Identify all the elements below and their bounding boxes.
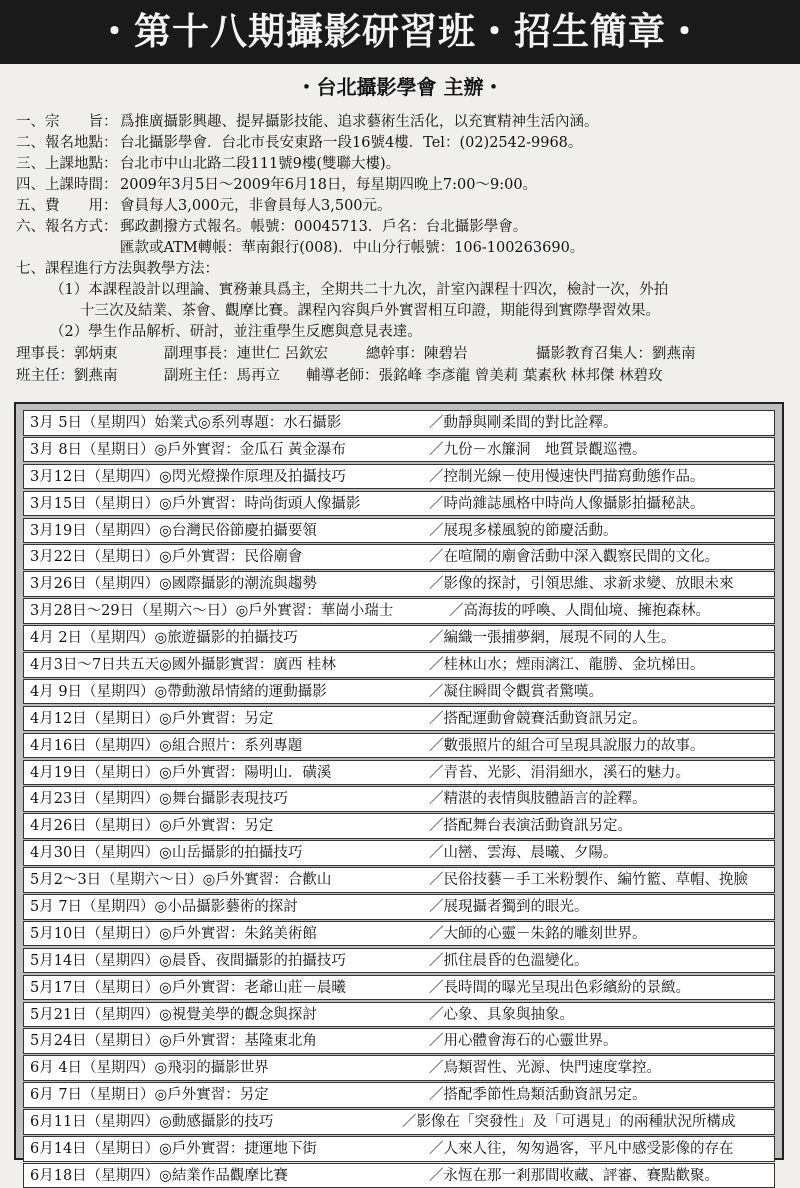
schedule-description: ／山巒、雲海、晨曦、夕陽。: [429, 845, 618, 862]
info-class-time: [16, 175, 796, 196]
info-registration-place: [16, 133, 796, 154]
schedule-row: [23, 1109, 775, 1135]
schedule-row: [23, 760, 775, 786]
staff-class-director: 班主任：劉燕南: [16, 368, 118, 384]
schedule-description: ／心象、具象與抽象。: [429, 1006, 574, 1023]
schedule-session: 6月 4日（星期四）◎飛羽的攝影世界: [30, 1060, 269, 1077]
schedule-session: 4月12日（星期日）◎戶外實習：另定: [30, 710, 274, 727]
schedule-row: [23, 733, 775, 759]
schedule-row: [23, 625, 775, 651]
staff-tutors: 輔導老師：張銘峰 李彥龍 曾美莉 葉素秋 林邦傑 林碧玫: [306, 368, 663, 384]
schedule-description: ／影像的探討，引領思維、求新求變、放眼未來: [429, 576, 734, 593]
info-fee: [16, 196, 796, 217]
schedule-session: 5月17日（星期日）◎戶外實習：老爺山莊－晨曦: [30, 979, 346, 996]
schedule-description: ／高海拔的呼喚、人間仙境、擁抱森林。: [449, 603, 710, 620]
schedule-description: ／九份－水簾洞 地質景觀巡禮。: [429, 441, 647, 458]
organizer-subtitle: ・台北攝影學會 主辦・: [296, 75, 504, 99]
schedule-description: ／數張照片的組合可呈現具說服力的故事。: [429, 737, 705, 754]
staff-vice-chairman: 副理事長：連世仁 呂欽宏: [164, 346, 329, 362]
schedule-row: [23, 921, 775, 947]
schedule-row: [23, 410, 775, 436]
schedule-session: 4月19日（星期日）◎戶外實習：陽明山．磺溪: [30, 764, 332, 781]
schedule-description: ／大師的心靈－朱銘的雕刻世界。: [429, 925, 647, 942]
schedule-session: 4月3日～7日共五天◎國外攝影實習：廣西 桂林: [30, 657, 336, 674]
schedule-description: ／長時間的曝光呈現出色彩繽紛的景緻。: [429, 979, 690, 996]
method-item-1-cont: 十三次及結業、茶會、觀摩比賽。課程內容與戶外實習相互印證，期能得到實際學習效果。: [80, 303, 660, 319]
schedule-row: [23, 1136, 775, 1162]
info-label: 三、上課地點：: [16, 156, 118, 172]
staff-row-2: [16, 365, 796, 387]
schedule-session: 4月23日（星期四）◎舞台攝影表現技巧: [30, 791, 288, 808]
schedule-session: 4月30日（星期四）◎山岳攝影的拍攝技巧: [30, 845, 303, 862]
info-registration-method: [16, 217, 796, 238]
schedule-row: [23, 948, 775, 974]
info-text: 2009年3月5日～2009年6月18日，每星期四晚上7:00～9:00。: [120, 177, 538, 193]
schedule-description: ／動靜與剛柔間的對比詮釋。: [429, 415, 618, 431]
schedule-row: [23, 706, 775, 732]
schedule-session: 4月 2日（星期四）◎旅遊攝影的拍攝技巧: [30, 630, 298, 647]
schedule-session: 5月21日（星期四）◎視覺美學的觀念與探討: [30, 1006, 317, 1023]
schedule-row: [23, 598, 775, 624]
info-label: 五、費 用：: [16, 198, 118, 214]
info-text: 爲推廣攝影興趣、提昇攝影技能、追求藝術生活化，以充實精神生活內涵。: [120, 114, 599, 130]
info-label: 二、報名地點：: [16, 135, 118, 151]
method-item-2: （2）學生作品解析、研討，並注重學生反應與意見表達。: [50, 324, 422, 340]
schedule-description: ／展現多樣風貌的節慶活動。: [429, 522, 618, 539]
schedule-session: 6月11日（星期四）◎動感攝影的技巧: [30, 1114, 274, 1131]
schedule-description: ／鳥類習性、光源、快門速度掌控。: [429, 1060, 661, 1077]
schedule-session: 3月 5日（星期四）始業式◎系列專題：水石攝影: [30, 415, 342, 431]
schedule-row: [23, 1028, 775, 1054]
info-class-location: [16, 154, 796, 175]
schedule-description: ／永恆在那一剎那間收藏、評審、賽點歡聚。: [429, 1167, 719, 1184]
method-heading: 七、課程進行方法與教學方法：: [16, 261, 219, 277]
staff-secretary: 總幹事：陳碧岩: [366, 346, 468, 362]
schedule-description: ／桂林山水；煙雨漓江、龍勝、金坑梯田。: [429, 657, 705, 674]
staff-vice-director: 副班主任：馬再立: [164, 368, 280, 384]
staff-row-1: [16, 343, 796, 365]
schedule-session: 5月 7日（星期四）◎小品攝影藝術的探討: [30, 899, 298, 916]
schedule-description: ／精湛的表情與肢體語言的詮釋。: [429, 791, 647, 808]
schedule-description: ／民俗技藝－手工米粉製作、編竹籃、草帽、挽臉: [429, 872, 748, 889]
schedule-session: 4月16日（星期四）◎組合照片：系列專題: [30, 737, 303, 754]
info-purpose: [16, 112, 796, 133]
schedule-session: 3月 8日（星期日）◎戶外實習：金瓜石 黃金瀑布: [30, 441, 346, 458]
schedule-table: [14, 402, 784, 1184]
schedule-row: [23, 518, 775, 544]
schedule-session: 3月12日（星期四）◎閃光燈操作原理及拍攝技巧: [30, 468, 346, 485]
schedule-row: [23, 464, 775, 490]
info-bank-transfer: 匯款或ATM轉帳：華南銀行(008)．中山分行帳號：106-100263690。: [120, 240, 585, 256]
schedule-row: [23, 652, 775, 678]
info-label: 四、上課時間：: [16, 177, 118, 193]
schedule-row: [23, 867, 775, 893]
info-section: [16, 112, 796, 387]
staff-education-convener: 攝影教育召集人：劉燕南: [536, 346, 696, 362]
schedule-row: [23, 491, 775, 517]
schedule-row: [23, 840, 775, 866]
info-text: 台北市中山北路二段111號9樓(雙聯大樓)。: [120, 156, 401, 172]
schedule-row: [23, 571, 775, 597]
schedule-session: 3月22日（星期日）◎戶外實習：民俗廟會: [30, 549, 303, 566]
schedule-session: 3月15日（星期日）◎戶外實習：時尚街頭人像攝影: [30, 495, 361, 512]
schedule-description: ／展現攝者獨到的眼光。: [429, 899, 589, 916]
page-title: ・第十八期攝影研習班・招生簡章・: [0, 0, 800, 64]
schedule-session: 4月26日（星期日）◎戶外實習：另定: [30, 818, 274, 835]
schedule-row: [23, 975, 775, 1001]
info-label: 一、宗 旨：: [16, 114, 118, 130]
schedule-description: ／影像在「突發性」及「可遇見」的兩種狀況所構成: [402, 1114, 736, 1131]
schedule-row: [23, 1082, 775, 1108]
schedule-row: [23, 437, 775, 463]
info-text: 郵政劃撥方式報名。帳號：00045713．戶名：台北攝影學會。: [120, 219, 528, 235]
schedule-session: 5月2～3日（星期六～日）◎戶外實習：合歡山: [30, 872, 332, 889]
info-label: 六、報名方式：: [16, 219, 118, 235]
method-item-1: （1）本課程設計以理論、實務兼具爲主，全期共二十九次，計室內課程十四次，檢討一次，外拍: [50, 282, 669, 298]
schedule-description: ／用心體會海石的心靈世界。: [429, 1033, 618, 1050]
schedule-description: ／青苔、光影、涓涓細水，溪石的魅力。: [429, 764, 690, 781]
schedule-description: ／搭配運動會競賽活動資訊另定。: [429, 710, 647, 727]
schedule-row: [23, 679, 775, 705]
schedule-row: [23, 1002, 775, 1028]
schedule-session: 6月18日（星期四）◎結業作品觀摩比賽: [30, 1167, 288, 1184]
schedule-row: [23, 544, 775, 570]
schedule-session: 5月24日（星期日）◎戶外實習：基隆東北角: [30, 1033, 317, 1050]
schedule-session: 3月19日（星期四）◎台灣民俗節慶拍攝要領: [30, 522, 317, 539]
schedule-session: 5月10日（星期日）◎戶外實習：朱銘美術館: [30, 925, 317, 942]
schedule-description: ／凝住瞬間令觀賞者驚嘆。: [429, 683, 603, 700]
schedule-row: [23, 786, 775, 812]
schedule-row: [23, 894, 775, 920]
schedule-description: ／編織一張捕夢網，展現不同的人生。: [429, 630, 676, 647]
schedule-session: 6月14日（星期日）◎戶外實習：捷運地下街: [30, 1141, 317, 1158]
schedule-session: 3月26日（星期四）◎國際攝影的潮流與趨勢: [30, 576, 317, 593]
schedule-session: 6月 7日（星期日）◎戶外實習：另定: [30, 1087, 269, 1104]
staff-chairman: 理事長：郭炳東: [16, 346, 118, 362]
schedule-session: 3月28日～29日（星期六～日）◎戶外實習：華崗小瑞士: [30, 603, 394, 620]
schedule-description: ／時尚雜誌風格中時尚人像攝影拍攝秘訣。: [429, 495, 705, 512]
schedule-row: [23, 1055, 775, 1081]
schedule-description: ／搭配季節性鳥類活動資訊另定。: [429, 1087, 647, 1104]
schedule-description: ／搭配舞台表演活動資訊另定。: [429, 818, 632, 835]
schedule-session: 5月14日（星期四）◎晨昏、夜間攝影的拍攝技巧: [30, 952, 346, 969]
schedule-description: ／人來人往，匆匆過客，平凡中感受影像的存在: [429, 1141, 734, 1158]
info-text: 台北攝影學會．台北市長安東路一段16號4樓．Tel：(02)2542-9968。: [120, 135, 583, 151]
schedule-row: [23, 813, 775, 839]
schedule-session: 4月 9日（星期四）◎帶動激昂情緒的運動攝影: [30, 683, 327, 700]
schedule-description: ／在喧鬧的廟會活動中深入觀察民間的文化。: [429, 549, 719, 566]
info-text: 會員每人3,000元，非會員每人3,500元。: [120, 198, 392, 214]
schedule-description: ／抓住晨昏的色溫變化。: [429, 952, 589, 969]
schedule-description: ／控制光線－使用慢速快門描寫動態作品。: [429, 468, 705, 485]
